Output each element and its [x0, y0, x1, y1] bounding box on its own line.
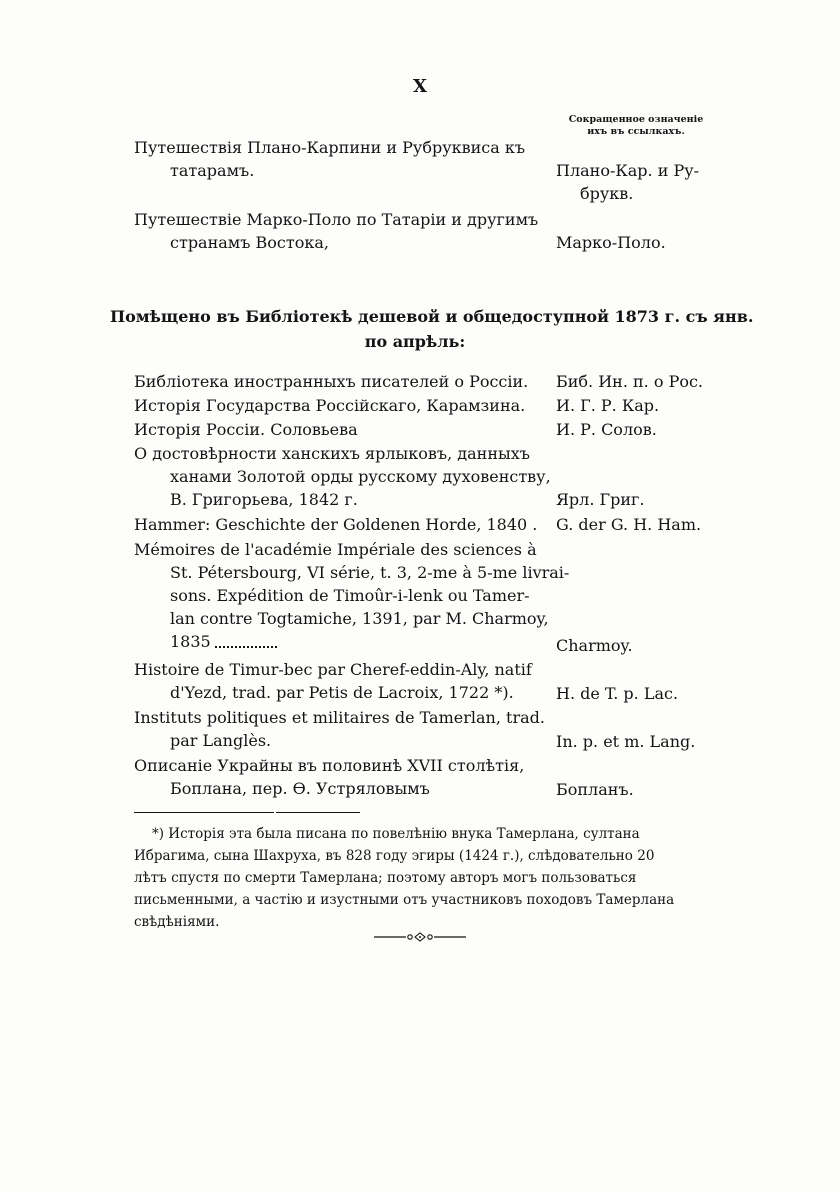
- footnote: [134, 823, 710, 933]
- entry-text: d'Yezd, trad. par Petis de Lacroix, 1722 *).: [170, 683, 518, 702]
- bibliography-entry: [134, 208, 629, 254]
- section-heading: [110, 304, 754, 354]
- entry-text: Instituts politiques et militaires de Tamerlan, trad.: [134, 708, 549, 727]
- abbreviation-header-line: Сокращенное означеніе: [568, 114, 704, 125]
- entry-line: [134, 136, 554, 159]
- entry-line: [134, 159, 554, 182]
- entry-text: Исторія Россіи. Соловьева: [134, 420, 362, 439]
- end-ornament-icon: [360, 930, 480, 944]
- abbreviation-column-header: [556, 114, 716, 138]
- entry-line: [134, 513, 837, 536]
- entry-text: 1835: [170, 632, 215, 651]
- footnote-rule: [276, 812, 360, 813]
- entry-line: [134, 394, 825, 417]
- bibliography-entry: [134, 538, 573, 653]
- abbreviation-line: Плано-Кар. и Ру-: [556, 161, 700, 180]
- abbreviation: И. Р. Солов.: [556, 420, 657, 439]
- entry-text: Боплана, пер. Ѳ. Устряловымъ: [170, 779, 434, 798]
- entry-line: [134, 538, 573, 561]
- entry-text: sons. Expédition de Timoûr-i-lenk ou Tamer-: [170, 586, 534, 605]
- entry-text: Библіотека иностранныхъ писателей о Россіи.: [134, 372, 532, 391]
- footnote-line: лѣтъ спустя по смерти Тамерлана; поэтому авторъ могъ пользоваться: [134, 870, 637, 886]
- entry-text: В. Григорьева, 1842 г.: [170, 490, 362, 509]
- entry-text: О достовѣрности ханскихъ ярлыковъ, данныхъ: [134, 444, 534, 463]
- entry-text: Путешествіе Марко-Поло по Татаріи и другимъ: [134, 210, 542, 229]
- page-number: X: [413, 76, 427, 97]
- entry-line: [134, 208, 629, 231]
- entry-line: [134, 442, 658, 465]
- abbreviation: Марко-Поло.: [556, 233, 666, 252]
- bibliography-entry: [134, 706, 571, 752]
- entry-text: ханами Золотой орды русскому духовенству,: [170, 467, 555, 486]
- entry-text: St. Pétersbourg, VI série, t. 3, 2-me à 5-me livrai-: [170, 563, 573, 582]
- footnote-line: свѣдѣніями.: [134, 914, 220, 930]
- entry-line: [134, 561, 573, 584]
- section-heading-line: по апрѣль:: [364, 332, 466, 351]
- entry-line: [134, 584, 573, 607]
- entry-line: [134, 681, 814, 704]
- abbreviation-line: брукв.: [580, 184, 634, 203]
- entry-text: lan contre Togtamiche, 1391, par M. Charmoy,: [170, 609, 553, 628]
- entry-text: Hammer: Geschichte der Goldenen Horde, 1840 .: [134, 515, 541, 534]
- entry-text: Histoire de Timur-bec par Cheref-eddin-Aly, natif: [134, 660, 536, 679]
- entry-line: [134, 607, 573, 630]
- abbreviation: G. der G. H. Ham.: [556, 515, 702, 534]
- bibliography-entry: [134, 754, 730, 800]
- entry-text: Описаніе Украйны въ половинѣ XVII столѣтія,: [134, 756, 528, 775]
- entry-text: Путешествія Плано-Карпини и Рубруквиса къ: [134, 138, 529, 157]
- entry-line: [134, 370, 828, 393]
- entry-line: [134, 231, 629, 254]
- bibliography-entry: [134, 370, 828, 393]
- abbreviation: H. de T. p. Lac.: [556, 684, 679, 703]
- bibliography-entry: [134, 658, 814, 704]
- bibliography-entry: [134, 136, 554, 182]
- footnote-line: Ибрагима, сына Шахруха, въ 828 году эгиры (1424 г.), слѣдовательно 20: [134, 848, 655, 864]
- entry-line: [134, 658, 814, 681]
- entry-line: [134, 777, 730, 800]
- entry-text: Исторія Государства Россійскаго, Карамзина.: [134, 396, 529, 415]
- section-heading-line: Помѣщено въ Библіотекѣ дешевой и общедоступной 1873 г. съ янв.: [110, 307, 754, 326]
- abbreviation: [556, 159, 699, 205]
- entry-text: странамъ Востока,: [170, 233, 333, 252]
- abbreviation-header-line: ихъ въ ссылкахъ.: [587, 126, 685, 137]
- entry-line: [134, 706, 571, 729]
- entry-line: [134, 729, 571, 752]
- abbreviation: Бопланъ.: [556, 780, 634, 799]
- footnote-line: письменными, а частію и изустными отъ участниковъ походовъ Тамерлана: [134, 892, 675, 908]
- abbreviation: И. Г. Р. Кар.: [556, 396, 660, 415]
- entry-line: [134, 465, 658, 488]
- entry-text: par Langlès.: [170, 731, 275, 750]
- entry-line: [134, 630, 573, 653]
- entry-text: татарамъ.: [170, 161, 258, 180]
- bibliography-entry: [134, 513, 837, 536]
- bibliography-entry: [134, 394, 825, 417]
- abbreviation: Биб. Ин. п. о Рос.: [556, 372, 704, 391]
- abbreviation: Ярл. Григ.: [556, 490, 645, 509]
- footnote-line: *) Исторія эта была писана по повелѣнію внука Тамерлана, султана: [152, 826, 640, 842]
- entry-text: Mémoires de l'académie Impériale des sciences à: [134, 540, 541, 559]
- abbreviation: In. p. et m. Lang.: [556, 732, 696, 751]
- abbreviation: Charmoy.: [556, 636, 633, 655]
- footnote-rule: [134, 812, 274, 813]
- entry-line: [134, 754, 730, 777]
